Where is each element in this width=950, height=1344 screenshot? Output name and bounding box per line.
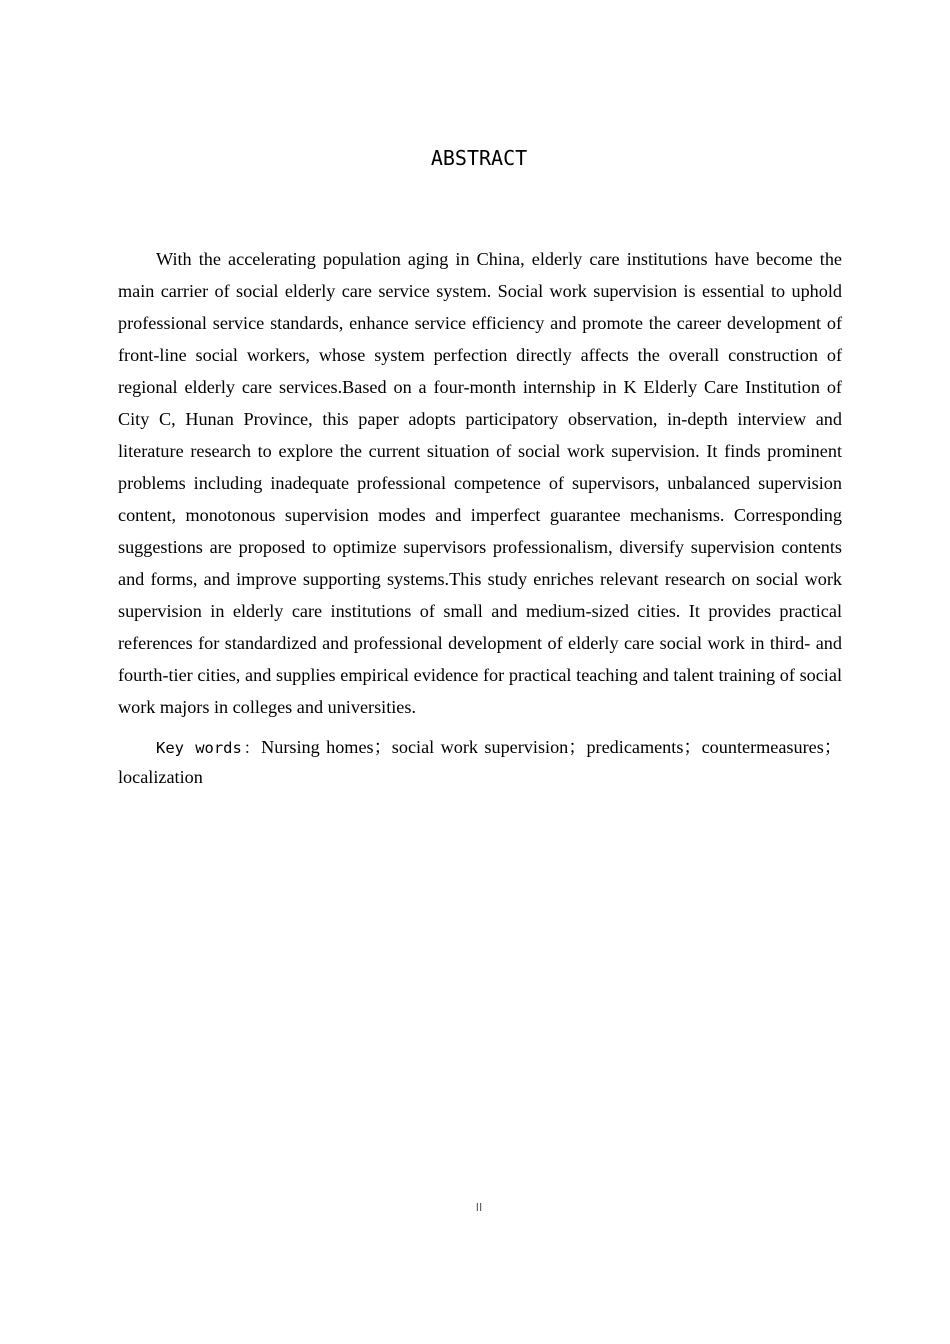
keywords-list: Nursing homes；social work supervision；predicaments；countermeasures；localization (118, 737, 842, 787)
abstract-paragraph: With the accelerating population aging in China, elderly care institutions have become the main carrier of social elderly care service system. Social work supervision is essential to uphold professional service standards, enhance service efficiency and promote the career development of front-line social workers, whose system perfection directly affects the overall construction of regional elderly care services.Based on a four-month internship in K Elderly Care Institution of City C, Hunan Province, this paper adopts participatory observation, in-depth interview and literature research to explore the current situation of social work supervision. It finds prominent problems including inadequate professional competence of supervisors, unbalanced supervision content, monotonous supervision modes and imperfect guarantee mechanisms. Corresponding suggestions are proposed to optimize supervisors professionalism, diversify supervision contents and forms, and improve supporting systems.This study enriches relevant research on social work supervision in elderly care institutions of small and medium-sized cities. It provides practical references for standardized and professional development of elderly care social work in third- and fourth-tier cities, and supplies empirical evidence for practical teaching and talent training of social work majors in colleges and universities. (118, 249, 842, 717)
page-title: ABSTRACT (430, 146, 528, 170)
keywords-label: Key words： (156, 739, 262, 757)
page-number: II (475, 1201, 483, 1214)
keywords-paragraph (118, 733, 842, 792)
